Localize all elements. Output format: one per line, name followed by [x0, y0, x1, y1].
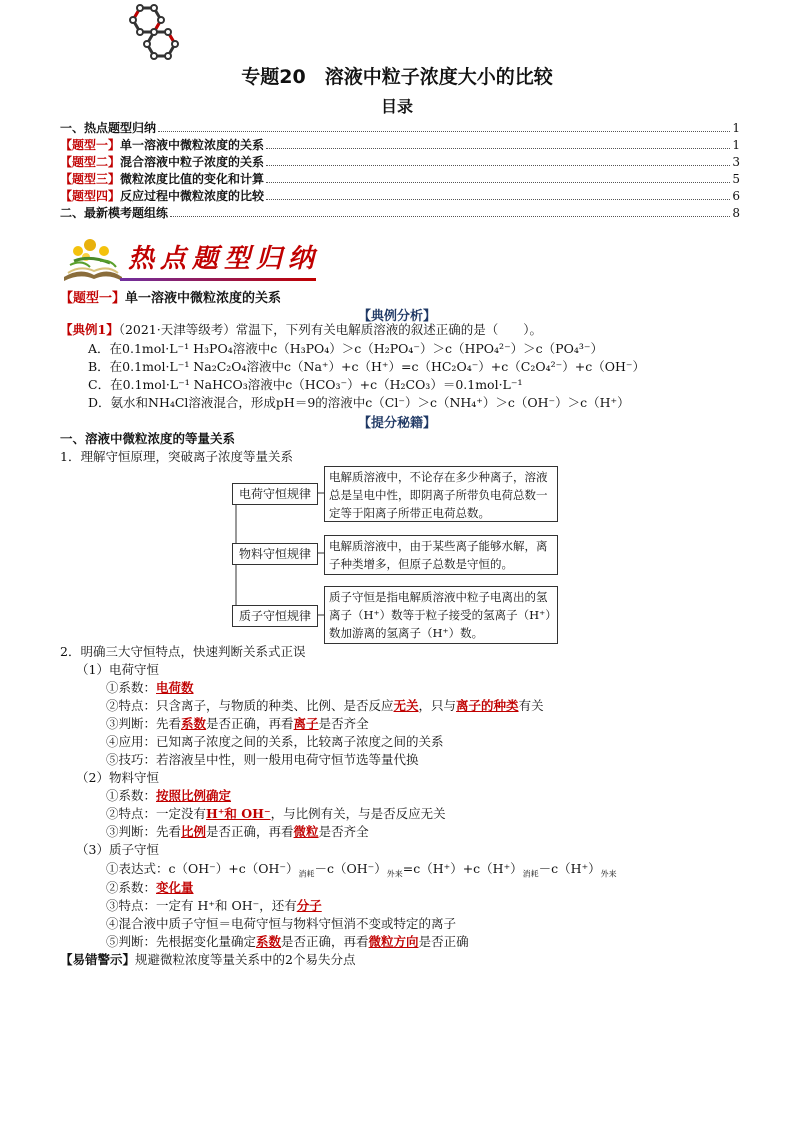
toc-label: 【题型一】单一溶液中微粒浓度的关系 — [60, 138, 265, 152]
toc-row[interactable] — [60, 188, 740, 205]
charge-line2: ②特点：只含离子，与物质的种类、比例、是否反应无关，只与离子的种类有关 — [106, 698, 544, 713]
option-d: D．氨水和NH₄Cl溶液混合，形成pH＝9的溶液中c（Cl⁻）＞c（NH₄⁺）＞c（OH⁻）＞c（H⁺） — [88, 395, 630, 410]
option-a: A．在0.1mol·L⁻¹ H₃PO₄溶液中c（H₃PO₄）＞c（H₂PO₄⁻）＞c（HPO₄²⁻）＞c（PO₄³⁻） — [88, 341, 603, 356]
material-title: （2）物料守恒 — [76, 770, 159, 785]
material-line3: ③判断：先看比例是否正确，再看微粒是否齐全 — [106, 824, 369, 839]
material-line1: ①系数：按照比例确定 — [106, 788, 232, 803]
tips-heading: 【提分秘籍】 — [357, 416, 436, 431]
proton-line3: ③特点：一定有 H⁺和 OH⁻，还有分子 — [106, 898, 322, 913]
toc-page-number: 1 — [732, 121, 740, 135]
diagram-text-proton: 质子守恒是指电解质溶液中粒子电离出的氢离子（H⁺）数等于粒子接受的氢离子（H⁺）数加游离的氢离子（H⁺）数。 — [324, 586, 558, 644]
option-c: C．在0.1mol·L⁻¹ NaHCO₃溶液中c（HCO₃⁻）+c（H₂CO₃）＝0.1mol·L⁻¹ — [88, 377, 523, 392]
toc-row[interactable] — [60, 137, 740, 154]
toc-leader-dots — [170, 216, 730, 217]
example-question: （2021·天津等级考）常温下，下列有关电解质溶液的叙述正确的是（ ）。 — [118, 322, 542, 337]
option-b: B．在0.1mol·L⁻¹ Na₂C₂O₄溶液中c（Na⁺）+c（H⁺）=c（HC₂O₄⁻）+c（C₂O₄²⁻）+c（OH⁻） — [88, 359, 645, 374]
example-label: 【典例1】 — [60, 322, 119, 337]
diagram-text-material: 电解质溶液中，由于某些离子能够水解，离子种类增多，但原子总数是守恒的。 — [324, 535, 558, 575]
charge-line3: ③判断：先看系数是否正确，再看离子是否齐全 — [106, 716, 369, 731]
proton-title: （3）质子守恒 — [76, 842, 159, 857]
proton-line4: ④混合液中质子守恒＝电荷守恒与物料守恒消不变或特定的离子 — [106, 916, 457, 931]
part1-item1: 1．理解守恒原理，突破离子浓度等量关系 — [60, 449, 293, 464]
toc-leader-dots — [158, 131, 730, 132]
toc-page-number: 8 — [732, 206, 740, 220]
page-title: 专题20 溶液中粒子浓度大小的比较 — [241, 66, 553, 88]
proton-line1: ①表达式：$c(OH^-)+c(OH^-)_{消耗}-c(OH^-)_{外来}=c(H^+)+c(H^+)_{消耗}-c(H^+)_{外来}$ — [106, 861, 617, 879]
toc-row[interactable] — [60, 171, 740, 188]
banner-title: 热点题型归纳 — [128, 244, 321, 274]
toc-row[interactable] — [60, 205, 740, 222]
charge-title: （1）电荷守恒 — [76, 662, 159, 677]
diagram-label-charge: 电荷守恒规律 — [232, 483, 318, 505]
section-title: 单一溶液中微粒浓度的关系 — [125, 291, 282, 306]
toc-label: 【题型二】混合溶液中粒子浓度的关系 — [60, 155, 265, 169]
toc-page-number: 1 — [732, 138, 740, 152]
diagram-label-material: 物料守恒规律 — [232, 543, 318, 565]
warning-text: 规避微粒浓度等量关系中的2个易失分点 — [135, 952, 356, 967]
charge-line1: ①系数：电荷数 — [106, 680, 194, 695]
section-heading-type1 — [60, 287, 281, 306]
proton-line5: ⑤判断：先根据变化量确定系数是否正确，再看微粒方向是否正确 — [106, 934, 469, 949]
table-of-contents — [60, 120, 740, 222]
molecule-logo-icon — [118, 2, 198, 60]
toc-page-number: 3 — [732, 155, 740, 169]
toc-label: 【题型三】微粒浓度比值的变化和计算 — [60, 172, 265, 186]
toc-leader-dots — [266, 148, 730, 149]
toc-label: 【题型四】反应过程中微粒浓度的比较 — [60, 189, 265, 203]
section-bracket: 【题型一】 — [60, 291, 126, 306]
toc-page-number: 5 — [732, 172, 740, 186]
part1-title: 一、溶液中微粒浓度的等量关系 — [60, 431, 236, 446]
example-stem — [60, 321, 542, 339]
toc-leader-dots — [266, 199, 730, 200]
warning-line — [60, 951, 355, 969]
toc-row[interactable] — [60, 120, 740, 137]
toc-label: 二、最新模考题组练 — [60, 206, 169, 220]
toc-label: 一、热点题型归纳 — [60, 121, 157, 135]
toc-leader-dots — [266, 182, 730, 183]
charge-line4: ④应用：已知离子浓度之间的关系，比较离子浓度之间的关系 — [106, 734, 444, 749]
banner-underline — [120, 278, 316, 281]
charge-line5: ⑤技巧：若溶液呈中性，则一般用电荷守恒节选等量代换 — [106, 752, 419, 767]
example-analysis-heading: 【典例分析】 — [357, 309, 436, 324]
toc-leader-dots — [266, 165, 730, 166]
toc-page-number: 6 — [732, 189, 740, 203]
warning-label: 【易错警示】 — [60, 952, 136, 967]
material-line2: ②特点：一定没有H⁺和 OH⁻，与比例有关，与是否反应无关 — [106, 806, 446, 821]
diagram-text-charge: 电解质溶液中，不论存在多少种离子，溶液总是呈电中性，即阴离子所带负电荷总数一定等于阳离子所带正电荷总数。 — [324, 466, 558, 522]
toc-row[interactable] — [60, 154, 740, 171]
diagram-label-proton: 质子守恒规律 — [232, 605, 318, 627]
toc-heading: 目录 — [380, 97, 413, 116]
proton-line2: ②系数：变化量 — [106, 880, 194, 895]
part1-item2: 2．明确三大守恒特点，快速判断关系式正误 — [60, 644, 306, 659]
